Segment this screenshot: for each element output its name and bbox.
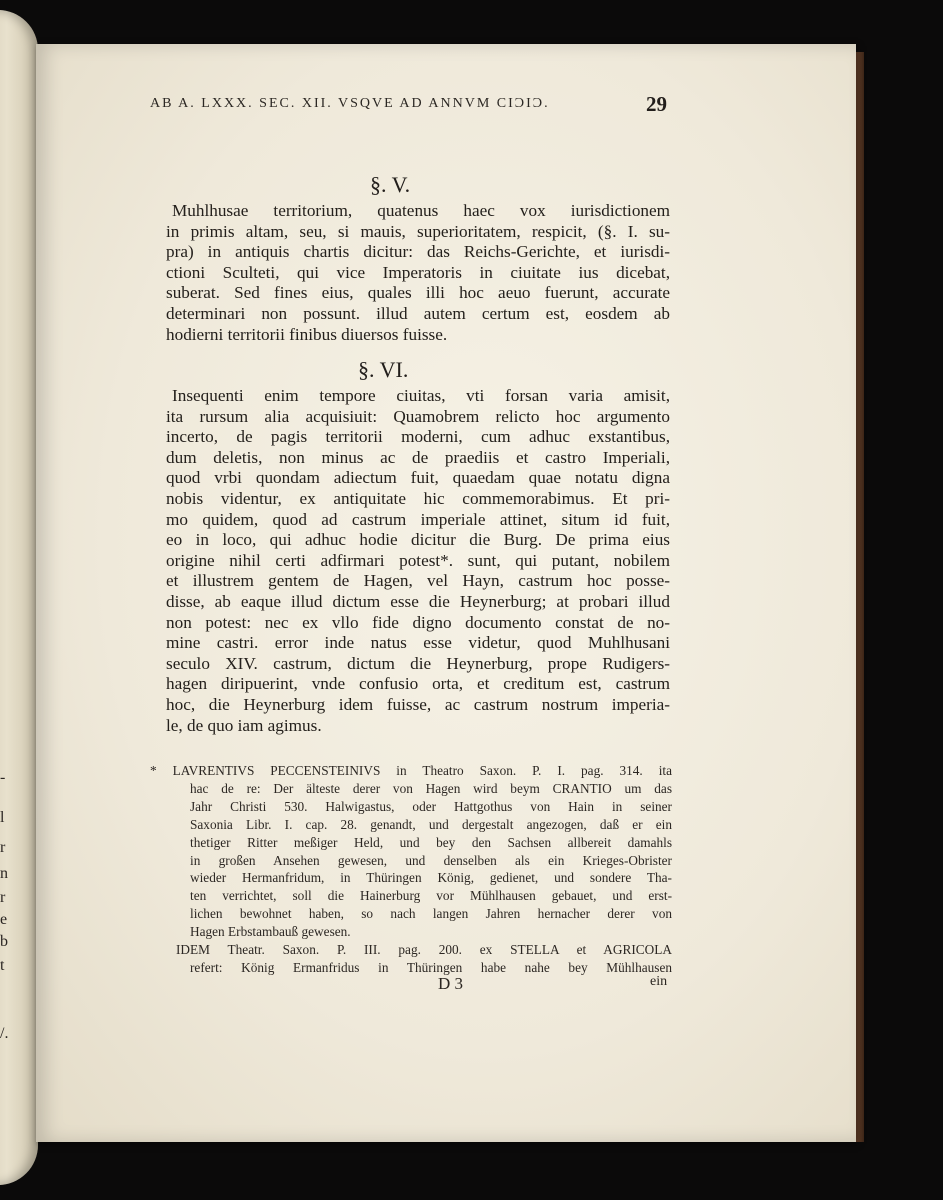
text-line: hoc, die Heynerburg idem fuisse, ac castrum nostrum imperia- (166, 694, 670, 714)
margin-fragment: r (0, 889, 6, 906)
section-heading-v: §. V. (370, 172, 411, 197)
section-vi-text (166, 386, 670, 736)
page-number: 29 (646, 92, 667, 116)
margin-fragment: - (0, 769, 6, 786)
footnote-line: in großen Ansehen gewesen, und denselben als ein Krieges-Obrister (190, 852, 672, 868)
text-line: mo quidem, quod ad castrum imperiale attinet, situm id fuit, (166, 509, 670, 529)
text-line: hagen diripuerint, vnde confusio orta, et creditum est, castrum (166, 674, 670, 694)
text-line: quod vrbi quondam adiectum fuit, quaedam quae notatu digna (166, 468, 670, 488)
text-line: Muhlhusae territorium, quatenus haec vox iurisdictionem (172, 201, 670, 220)
footnote-line: hac de re: Der älteste derer von Hagen wird beym CRANTIO um das (190, 780, 672, 796)
text-line: pra) in antiquis chartis dicitur: das Reichs-Gerichte, et iurisdi- (166, 242, 670, 262)
text-line: suberat. Sed fines eius, quales illi hoc aeuo fuerunt, accurate (166, 283, 670, 303)
margin-fragment: t (0, 957, 5, 974)
text-line: in primis altam, seu, si mauis, superioritatem, respicit, (§. I. su- (166, 221, 670, 241)
footnote-line: ten verrichtet, soll die Hainerburg vor Mühlhausen gebauet, und erst- (190, 888, 672, 904)
running-head: AB A. LXXX. SEC. XII. VSQVE AD ANNVM CIϽIϽ. (150, 96, 550, 111)
text-line: et illustrem gentem de Hagen, vel Hayn, castrum hoc posse- (166, 571, 670, 591)
catchword: ein (650, 974, 668, 989)
margin-fragment: r (0, 839, 6, 856)
footnote-line: IDEM Theatr. Saxon. P. III. pag. 200. ex STELLA et AGRICOLA (176, 942, 672, 958)
text-line: seculo XIV. castrum, dictum die Heynerburg, prope Rudigers- (166, 653, 670, 673)
text-line: dum deletis, non minus ac de praediis et castro Imperiali, (166, 447, 670, 467)
footnote-line: wieder Hermanfridum, in Thüringen König, gedienet, und sondere Tha- (190, 870, 672, 886)
footnotes (150, 762, 672, 977)
footnote-line: Hagen Erbstambauß gewesen. (190, 924, 351, 940)
footnote-line: thetiger Ritter meßiger Held, und bey den Sachsen allbereit damahls (190, 834, 672, 850)
margin-fragment: l (0, 809, 5, 826)
text-line: origine nihil certi adfirmari potest*. sunt, qui putant, nobilem (166, 550, 670, 570)
text-line: Insequenti enim tempore ciuitas, vti forsan varia amisit, (172, 386, 670, 405)
footnote-line: lichen bewohnet haben, so nach langen Jahren hernacher derer von (190, 906, 672, 922)
previous-page-edge (0, 10, 38, 1185)
text-line: non potest: nec ex vllo fide digno documento constat de no- (166, 612, 670, 632)
text-line: incerto, de pagis territorii moderni, cum adhuc exstantibus, (166, 427, 670, 447)
text-line: mine castri. error inde natus esse videtur, quod Muhlhusani (166, 633, 670, 653)
text-line: le, de quo iam agimus. (166, 715, 322, 735)
signature-mark: D 3 (438, 974, 464, 993)
footnote-line: * LAVRENTIVS PECCENSTEINIVS in Theatro Saxon. P. I. pag. 314. ita (150, 763, 672, 778)
margin-fragment: b (0, 933, 8, 950)
margin-fragment: e (0, 911, 8, 928)
section-v-text (166, 201, 670, 345)
margin-fragment: n (0, 865, 8, 882)
footnote-line: refert: König Ermanfridus in Thüringen habe nahe bey Mühlhausen (190, 959, 672, 975)
margin-fragment: /. (0, 1025, 9, 1042)
text-line: disse, ab eaque illud dictum esse die Heynerburg; at probari illud (166, 591, 670, 611)
footnote-line: Jahr Christi 530. Halwigastus, oder Hattgothus von Hain in seiner (190, 798, 672, 814)
text-line: ctioni Sculteti, qui vice Imperatoris in ciuitate ius dicebat, (166, 262, 670, 282)
text-line: nobis videntur, ex antiquitate hic commemorabimus. Et pri- (166, 488, 670, 508)
footnote-line: Saxonia Libr. I. cap. 28. genandt, und dergestalt angezogen, daß er ein (190, 816, 672, 832)
text-line: ita rursum alia acquisiuit: Quamobrem relicto hoc argumento (166, 406, 670, 426)
text-line: eo in loco, qui adhuc hodie dicitur die Burg. De prima eius (166, 530, 670, 550)
text-line: hodierni territorii finibus diuersos fuisse. (166, 324, 448, 344)
text-line: determinari non possunt. illud autem certum est, eosdem ab (166, 303, 670, 323)
section-heading-vi: §. VI. (358, 357, 409, 382)
